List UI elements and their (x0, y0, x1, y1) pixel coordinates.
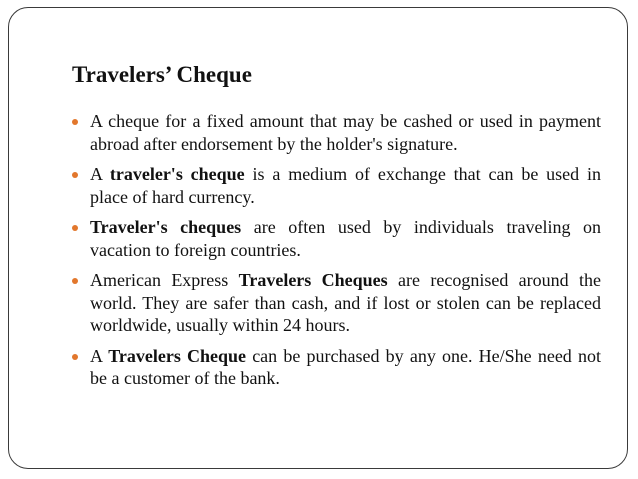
bullet-text (90, 111, 601, 154)
bold-term: traveler's cheque (109, 164, 245, 184)
bullet-dot-icon (72, 278, 78, 284)
bullet-item (71, 110, 601, 155)
bold-term: Travelers Cheque (108, 345, 247, 366)
text-segment: American Express (90, 270, 239, 290)
bullet-item (71, 269, 601, 337)
bullet-text (90, 346, 601, 389)
bullet-dot-icon (72, 354, 78, 360)
bullet-item (71, 163, 601, 208)
slide-title: Travelers’ Cheque (72, 62, 252, 87)
bullet-dot-icon (72, 225, 78, 231)
text-segment: are often used by individuals traveling on vacation to foreign countries. (90, 217, 601, 260)
bullet-list (71, 110, 601, 398)
bullet-item (71, 216, 601, 261)
bullet-text (90, 164, 601, 207)
text-segment: can be purchased by any one. He/She need not be a customer of the bank. (90, 345, 601, 388)
bold-term: Travelers Cheques (238, 270, 388, 290)
text-segment: is a medium of exchange that can be used in place of hard currency. (90, 164, 601, 207)
text-segment: are recognised around the world. They are safer than cash, and if lost or stolen can be replaced worldwide, usually within 24 hours. (90, 270, 602, 335)
bullet-item (71, 345, 601, 390)
text-segment: A (90, 345, 109, 366)
bullet-dot-icon (72, 119, 78, 125)
bullet-dot-icon (72, 172, 78, 178)
bullet-text (90, 217, 601, 260)
text-segment: A (90, 164, 110, 184)
bullet-text (90, 270, 601, 335)
bold-term: Traveler's cheques (90, 217, 242, 237)
text-segment: A cheque for a fixed amount that may be cashed or used in payment abroad after endorsement by the holder's signature. (90, 111, 601, 154)
